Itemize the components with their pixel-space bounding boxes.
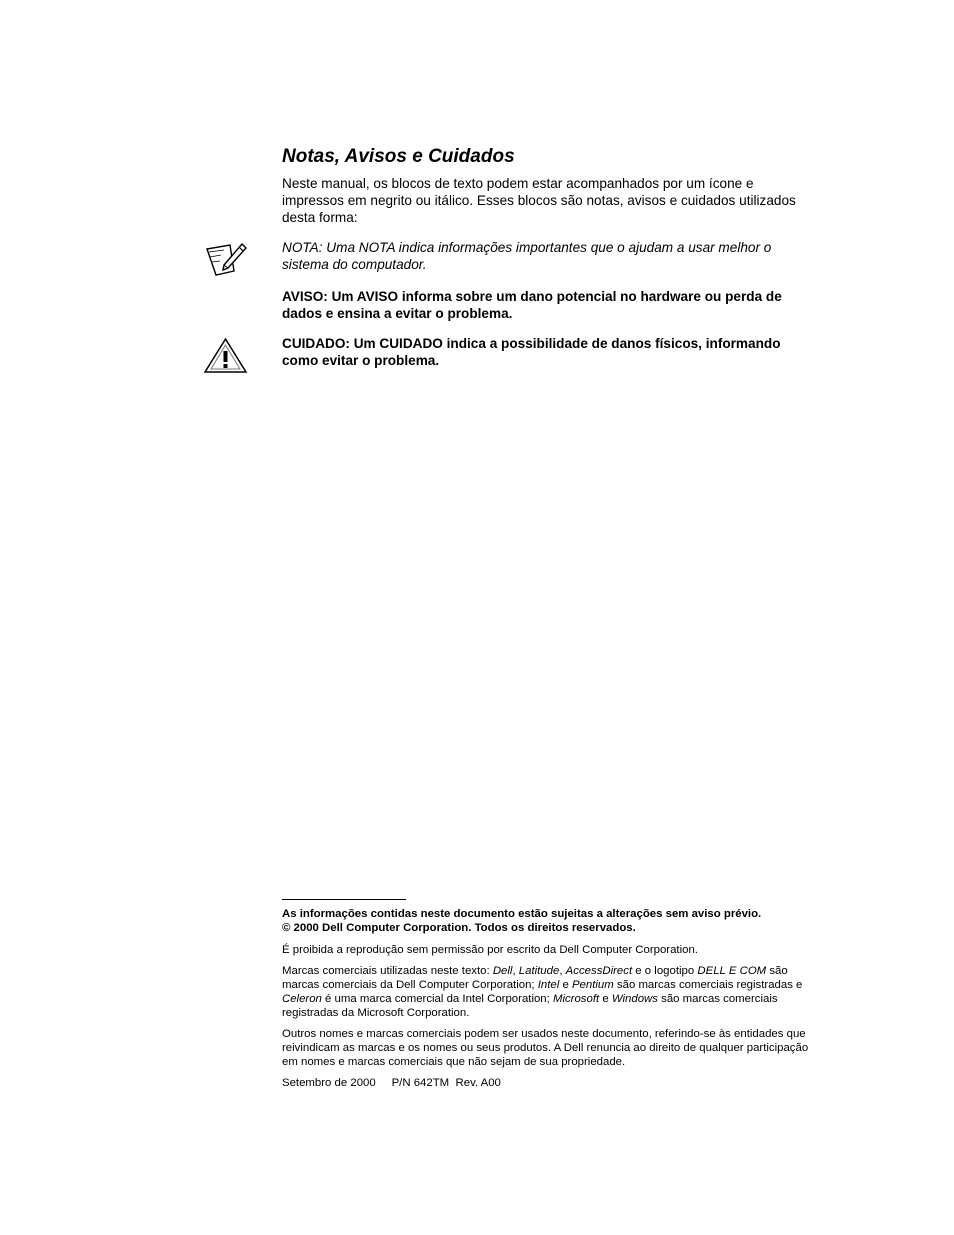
tm-text: é uma marca comercial da Intel Corporation; [321,993,553,1005]
part-number: P/N 642TM [391,1077,450,1089]
tm-text: e [559,979,572,991]
caution-text: CUIDADO: Um CUIDADO indica a possibilidade de danos físicos, informando como evitar o problema. [282,336,781,368]
other-trademarks-paragraph: Outros nomes e marcas comerciais podem ser usados neste documento, referindo-se às entidades que reivindicam as marcas e os nomes ou seus produtos. A Dell renuncia ao direito de qualquer participação em nomes e marcas comerciais que não sejam de sua propriedade. [282,1028,809,1068]
tm-intel: Intel [537,979,560,991]
tm-text: e [599,993,612,1005]
tm-latitude: Latitude [518,965,560,977]
reproduction-notice: É proibida a reprodução sem permissão por escrito da Dell Computer Corporation. [282,944,698,956]
tm-text: Marcas comerciais utilizadas neste texto: [282,965,493,977]
disclaimer-line: As informações contidas neste documento estão sujeitas a alterações sem aviso prévio. [282,908,762,920]
note-pencil-icon [204,241,248,277]
publication-date: Setembro de 2000 [282,1077,376,1089]
tm-celeron: Celeron [282,993,322,1005]
tm-accessdirect: AccessDirect [565,965,633,977]
tm-dellecom: DELL E COM [697,965,767,977]
publication-info [282,1076,817,1090]
tm-windows: Windows [611,993,658,1005]
tm-text: são marcas comerciais da Dell Computer Corporation; [282,965,788,991]
trademarks-paragraph [282,964,817,1020]
copyright-notice [282,907,817,935]
tm-text: são marcas comerciais registradas e [613,979,803,991]
intro-paragraph: Neste manual, os blocos de texto podem estar acompanhados por um ícone e impressos em negrito ou itálico. Esses blocos são notas, avisos e cuidados utilizados desta forma: [282,176,796,225]
tm-dell: Dell [492,965,513,977]
tm-pentium: Pentium [571,979,614,991]
section-title: Notas, Avisos e Cuidados [282,146,515,167]
footer-divider [282,899,406,900]
note-text: NOTA: Uma NOTA indica informações importantes que o ajudam a usar melhor o sistema do computador. [282,240,772,272]
copyright-line: © 2000 Dell Computer Corporation. Todos os direitos reservados. [282,922,636,934]
tm-sep: , [559,965,566,977]
tm-sep: , [512,965,519,977]
notice-text: AVISO: Um AVISO informa sobre um dano potencial no hardware ou perda de dados e ensina a evitar o problema. [282,289,782,321]
warning-triangle-icon [203,337,248,374]
tm-text: e o logotipo [632,965,698,977]
tm-text: são marcas comerciais registradas da Microsoft Corporation. [282,993,778,1019]
revision: Rev. A00 [455,1077,501,1089]
tm-microsoft: Microsoft [552,993,600,1005]
